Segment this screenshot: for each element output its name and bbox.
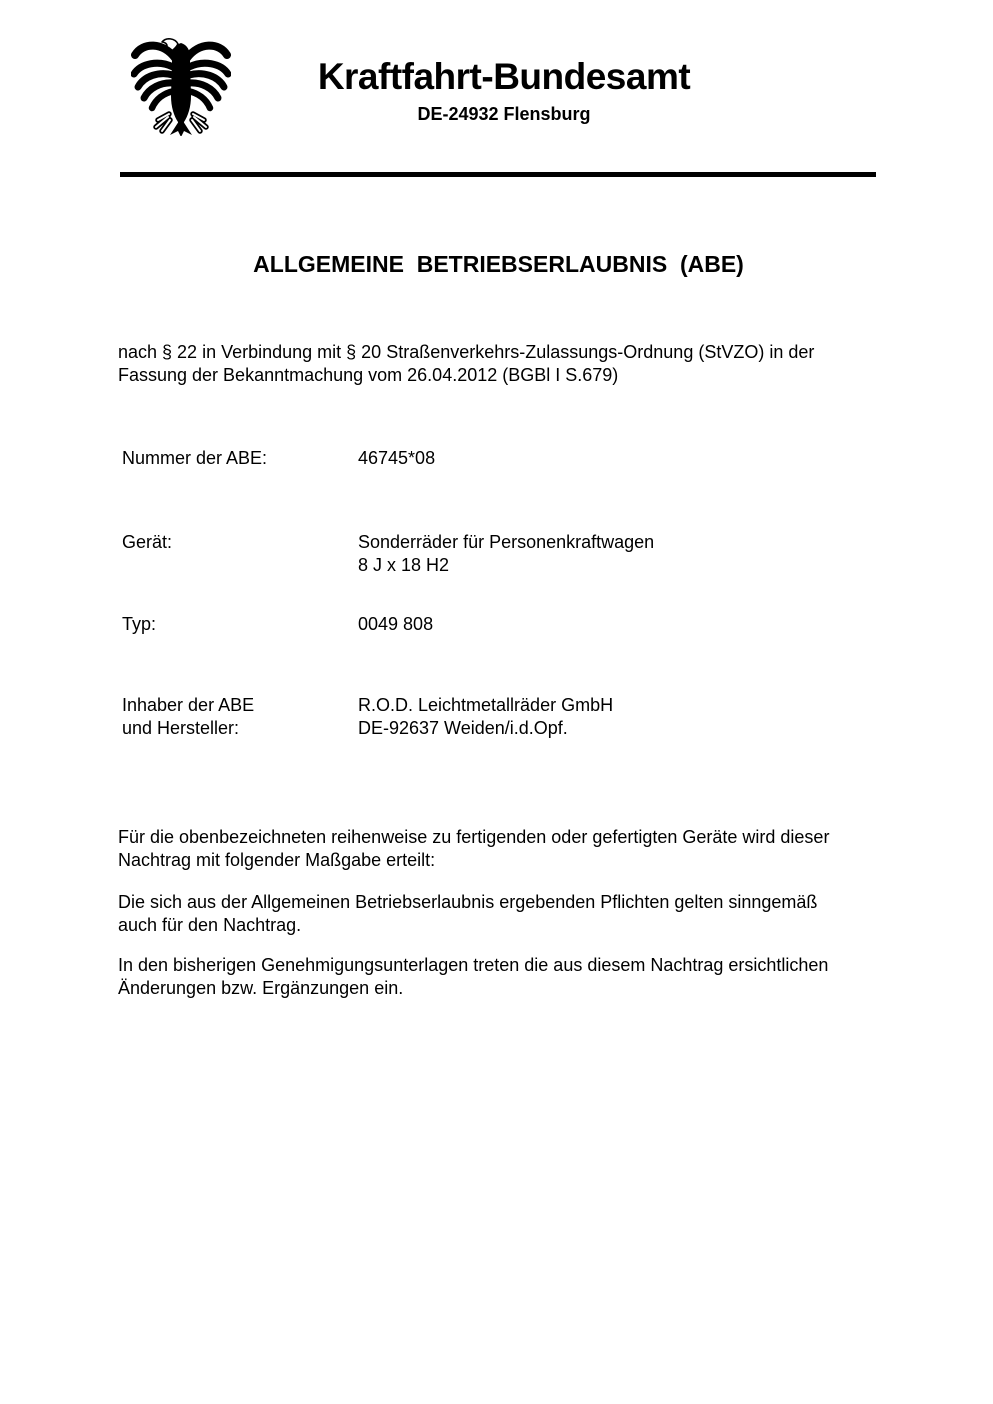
- agency-name: Kraftfahrt-Bundesamt: [317, 56, 691, 97]
- field-value: 0049 808: [358, 614, 434, 634]
- field-value: 46745*08: [358, 448, 436, 468]
- field-row-typ: [122, 613, 433, 636]
- field-label: Nummer der ABE:: [122, 448, 268, 468]
- federal-eagle-icon: [131, 36, 231, 136]
- field-row-inhaber-und-hersteller: [122, 694, 613, 740]
- field-row-geraet: [122, 531, 654, 577]
- document-title: ALLGEMEINE BETRIEBSERLAUBNIS (ABE): [253, 251, 744, 277]
- field-row-nummer-der-abe: [122, 447, 435, 470]
- field-label: Gerät:: [122, 532, 173, 552]
- field-value: Sonderräder für Personenkraftwagen 8 J x 18 H2: [358, 532, 655, 575]
- body-paragraph: Für die obenbezeichneten reihenweise zu fertigenden oder gefertigten Geräte wird dieser Nachtrag mit folgender Maßgabe erteilt:: [118, 827, 830, 870]
- body-paragraph: In den bisherigen Genehmigungsunterlagen treten die aus diesem Nachtrag ersichtlichen Änderungen bzw. Ergänzungen ein.: [118, 955, 829, 998]
- field-label: Typ:: [122, 614, 157, 634]
- field-label: Inhaber der ABE und Hersteller:: [122, 695, 255, 738]
- legal-basis-line: nach § 22 in Verbindung mit § 20 Straßenverkehrs-Zulassungs-Ordnung (StVZO) in der: [118, 342, 815, 362]
- field-value: R.O.D. Leichtmetallräder GmbH DE-92637 Weiden/i.d.Opf.: [358, 695, 614, 738]
- header-divider: [120, 172, 876, 177]
- legal-basis: [118, 341, 814, 387]
- agency-header: [292, 57, 716, 125]
- legal-basis-line: Fassung der Bekanntmachung vom 26.04.2012 (BGBl I S.679): [118, 365, 619, 385]
- agency-location: DE-24932 Flensburg: [417, 104, 591, 124]
- body-paragraph: Die sich aus der Allgemeinen Betriebserlaubnis ergebenden Pflichten gelten sinngemäß auch für den Nachtrag.: [118, 892, 818, 935]
